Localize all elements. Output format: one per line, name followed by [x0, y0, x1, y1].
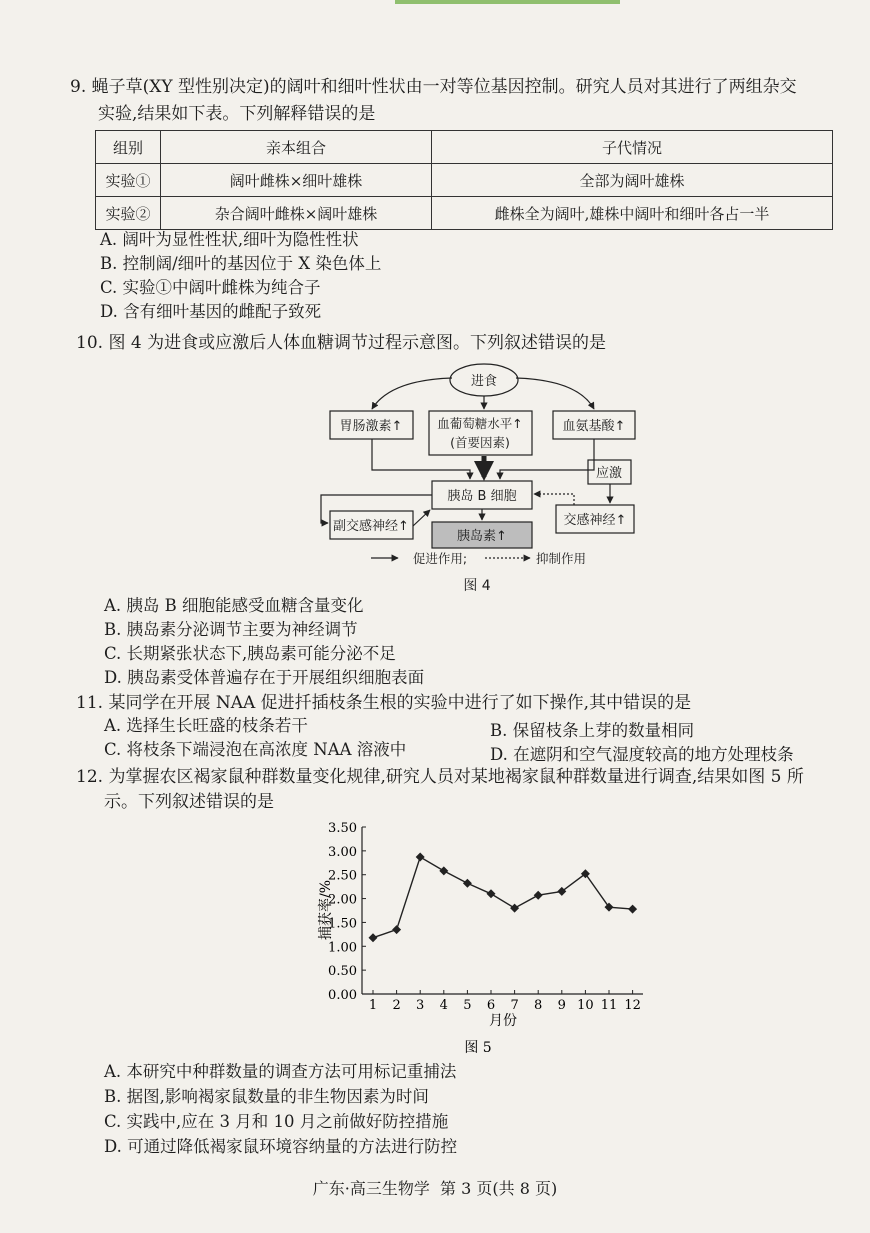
data-point — [392, 925, 401, 934]
legend-inhibit: 抑制作用 — [535, 551, 587, 566]
table-header-cell: 亲本组合 — [161, 131, 432, 164]
x-tick-label: 12 — [624, 998, 641, 1013]
q12-stem-line1: 12. 为掌握农区褐家鼠种群数量变化规律,研究人员对某地褐家鼠种群数量进行调查,结果如图 5 所 — [76, 767, 804, 787]
page-footer: 广东·高三生物学 第 3 页(共 8 页) — [312, 1179, 558, 1198]
table-cell: 实验① — [96, 164, 161, 197]
data-point — [463, 879, 472, 888]
sympathetic-label: 交感神经↑ — [563, 513, 627, 528]
legend-promote: 促进作用; — [412, 551, 468, 566]
x-tick-label: 8 — [534, 998, 543, 1013]
x-tick-label: 10 — [577, 998, 594, 1013]
y-tick-label: 2.50 — [328, 868, 357, 884]
q12-stem-line2: 示。下列叙述错误的是 — [104, 792, 274, 812]
data-point — [534, 891, 543, 900]
x-tick-label: 1 — [368, 998, 378, 1013]
data-point — [628, 905, 637, 914]
y-tick-label: 3.00 — [328, 844, 357, 860]
x-axis-label: 月份 — [489, 1013, 517, 1029]
glucose-label-line2: (首要因素) — [450, 435, 510, 450]
figure-4-caption: 图 4 — [463, 578, 491, 594]
data-point — [369, 933, 378, 942]
amino-acid-label: 血氨基酸↑ — [562, 419, 626, 434]
table-header-cell: 子代情况 — [432, 131, 833, 164]
q10-stem: 10. 图 4 为进食或应激后人体血糖调节过程示意图。下列叙述错误的是 — [76, 333, 607, 353]
data-point — [605, 903, 614, 912]
eat-label: 进食 — [470, 374, 498, 389]
q12-option-b: B. 据图,影响褐家鼠数量的非生物因素为时间 — [104, 1087, 429, 1106]
q12-option-a: A. 本研究中种群数量的调查方法可用标记重捕法 — [104, 1062, 457, 1081]
data-point — [487, 889, 496, 898]
y-tick-label: 2.00 — [328, 892, 357, 908]
x-tick-label: 2 — [392, 998, 401, 1013]
gut-hormone-label: 胃肠激素↑ — [339, 419, 403, 434]
table-cell: 实验② — [96, 197, 161, 230]
parasympathetic-label: 副交感神经↑ — [333, 519, 409, 534]
x-tick-label: 11 — [600, 998, 618, 1013]
q9-option-a: A. 阔叶为显性性状,细叶为隐性性状 — [100, 230, 359, 249]
stress-label: 应激 — [595, 466, 623, 481]
q12-option-d: D. 可通过降低褐家鼠环境容纳量的方法进行防控 — [104, 1137, 458, 1156]
table-cell: 阔叶雌株×细叶雄株 — [161, 164, 432, 197]
y-tick-label: 3.50 — [328, 821, 357, 836]
x-tick-label: 7 — [510, 998, 519, 1013]
q11-stem: 11. 某同学在开展 NAA 促进扦插枝条生根的实验中进行了如下操作,其中错误的是 — [76, 693, 692, 713]
data-point — [416, 853, 425, 862]
table-cell: 全部为阔叶雄株 — [432, 164, 833, 197]
q11-option-c: C. 将枝条下端浸泡在高浓度 NAA 溶液中 — [104, 740, 407, 759]
y-tick-label: 0.00 — [328, 988, 357, 1003]
q11-option-a: A. 选择生长旺盛的枝条若干 — [104, 716, 308, 735]
glucose-label-line1: 血葡萄糖水平↑ — [437, 416, 523, 431]
q9-option-c: C. 实验①中阔叶雌株为纯合子 — [100, 278, 321, 297]
y-axis-label: 捕获率/% — [318, 879, 334, 941]
x-tick-label: 6 — [486, 998, 496, 1013]
table-header-cell: 组别 — [96, 131, 161, 164]
q10-option-a: A. 胰岛 B 细胞能感受血糖含量变化 — [104, 596, 364, 615]
y-tick-label: 1.50 — [328, 916, 357, 932]
y-tick-label: 1.00 — [328, 940, 357, 956]
q9-option-b: B. 控制阔/细叶的基因位于 X 染色体上 — [100, 254, 382, 273]
q10-option-d: D. 胰岛素受体普遍存在于开展组织细胞表面 — [104, 668, 425, 687]
x-tick-label: 9 — [557, 998, 566, 1013]
x-tick-label: 4 — [439, 998, 448, 1013]
q11-option-d: D. 在遮阴和空气湿度较高的地方处理枝条 — [490, 745, 794, 764]
figure-5-caption: 图 5 — [464, 1040, 492, 1056]
data-point — [510, 904, 519, 913]
series-line — [373, 857, 633, 938]
q9-stem-line2: 实验,结果如下表。下列解释错误的是 — [98, 104, 376, 124]
q9-option-d: D. 含有细叶基因的雌配子致死 — [100, 302, 322, 321]
beta-cell-label: 胰岛 B 细胞 — [447, 489, 517, 504]
table-cell: 杂合阔叶雌株×阔叶雄株 — [161, 197, 432, 230]
y-tick-label: 0.50 — [328, 964, 357, 980]
q11-option-b: B. 保留枝条上芽的数量相同 — [490, 721, 695, 740]
x-tick-label: 3 — [416, 998, 425, 1013]
insulin-label: 胰岛素↑ — [457, 529, 507, 544]
table-cell: 雌株全为阔叶,雄株中阔叶和细叶各占一半 — [432, 197, 833, 230]
q9-stem-line1: 9. 蝇子草(XY 型性别决定)的阔叶和细叶性状由一对等位基因控制。研究人员对其进行了两组杂交 — [70, 77, 797, 97]
data-point — [439, 866, 448, 875]
q10-option-b: B. 胰岛素分泌调节主要为神经调节 — [104, 620, 358, 639]
x-tick-label: 5 — [463, 998, 472, 1013]
q12-option-c: C. 实践中,应在 3 月和 10 月之前做好防控措施 — [104, 1112, 449, 1131]
q10-option-c: C. 长期紧张状态下,胰岛素可能分泌不足 — [104, 644, 396, 663]
